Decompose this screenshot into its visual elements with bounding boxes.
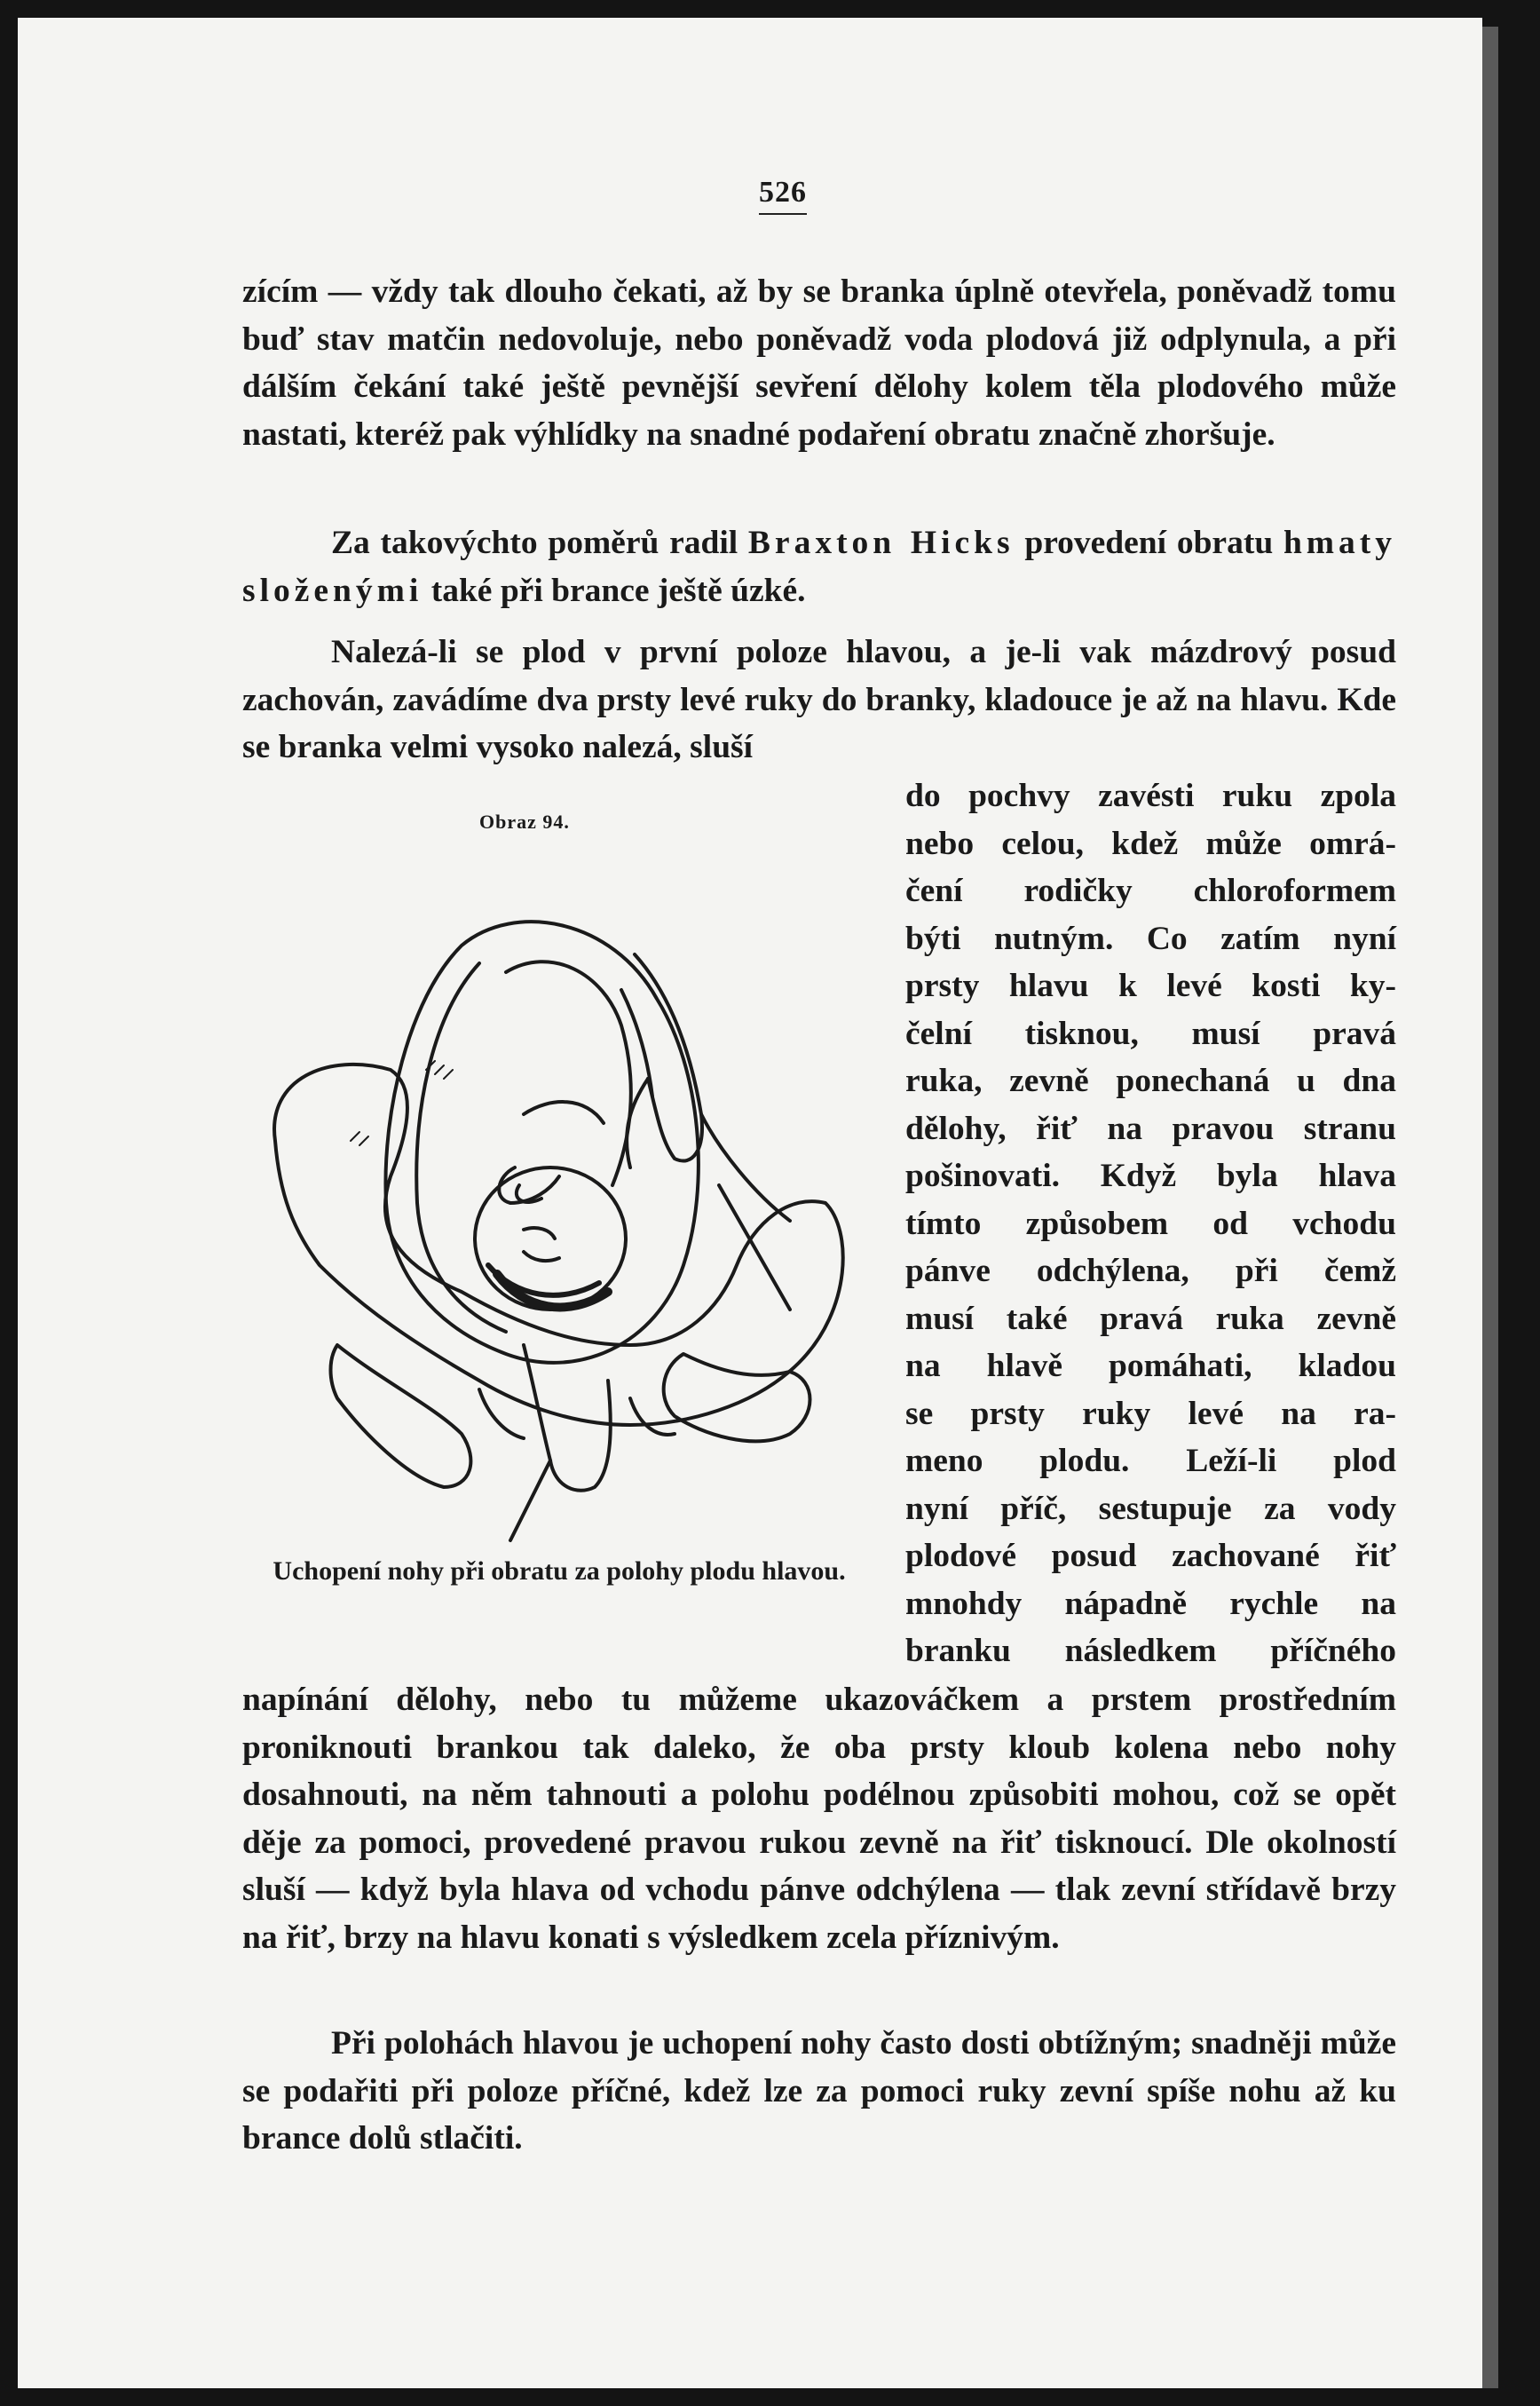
side-column-line: pošinovati. Když byla hlava: [905, 1158, 1396, 1194]
paragraph-1: zícím — vždy tak dlouho čekati, až by se branka úplně otevřela, poněvadž tomu buď stav matčin nedovoluje, nebo poněvadž voda plodová již odplynula, a při dálším čekání také ještě pevnější sevření dělohy kolem těla plodového může nastati, kteréž pak výhlídky na snadné podaření obratu značně zhoršuje.: [242, 273, 1396, 453]
emphasis-term: hmaty složenými: [242, 525, 1397, 609]
obstetric-illustration: [257, 848, 861, 1558]
side-column-line: prsty hlavu k levé kosti ky-: [905, 968, 1396, 1004]
side-column-line: čení rodičky chloroformem: [905, 873, 1396, 909]
paragraph-3-top: Nalezá-li se plod v první poloze hlavou, a je-li vak mázdrový posud zachován, zavádíme dva prsty levé ruky do branky, kladouce je až na hlavu. Kde se branka velmi vysoko nalezá, sluší: [242, 634, 1396, 765]
paragraph-4: Při polohách hlavou je uchopení nohy často dosti obtížným; snadněji může se podařiti při poloze příčné, kdež lze za pomoci ruky zevní spíše nohu až ku brance dolů stlačiti.: [242, 2025, 1396, 2157]
paragraph-2-text-b: provedení obratu: [1024, 525, 1274, 561]
paragraph-2: [242, 519, 1396, 614]
side-column-line: musí také pravá ruka zevně: [905, 1300, 1396, 1337]
side-column-line: ruka, zevně ponechaná u dna: [905, 1063, 1396, 1099]
paragraph-2-text-c: také při brance ještě úzké.: [430, 572, 806, 609]
paragraph-3-bottom: napínání dělohy, nebo tu můžeme ukazováčkem a prstem prostředním proniknouti brankou tak daleko, že oba prsty kloub kolena nebo nohy dosahnouti, na něm tahnouti a polohu podélnou způsobiti mohou, což se opět děje za pomoci, provedené pravou rukou zevně na řiť tisknoucí. Dle okolností sluší — když byla hlava od vchodu pánve odchýlena — tlak zevní střídavě brzy na řiť, brzy na hlavu konati s výsledkem zcela příznivým.: [242, 1682, 1396, 1956]
side-column-line: nebo celou, kdež může omrá-: [905, 825, 1396, 862]
page-edge: [1482, 27, 1498, 2388]
figure-caption: Uchopení nohy při obratu za polohy plodu hlavou.: [272, 1556, 846, 1586]
side-column-line: na hlavě pomáhati, kladou: [905, 1348, 1396, 1384]
side-column-line: branku následkem příčného: [905, 1633, 1396, 1669]
side-column-line: meno plodu. Leží-li plod: [905, 1443, 1396, 1479]
side-column-line: do pochvy zavésti ruku zpola: [905, 778, 1396, 814]
author-name: Braxton Hicks: [747, 525, 1015, 561]
side-column-line: dělohy, řiť na pravou stranu: [905, 1110, 1396, 1147]
side-column-line: čelní tisknou, musí pravá: [905, 1015, 1396, 1052]
side-column-line: mnohdy nápadně rychle na: [905, 1585, 1396, 1622]
book-page: [18, 18, 1482, 2388]
side-column-line: pánve odchýlena, při čemž: [905, 1253, 1396, 1289]
paragraph-2-text-a: Za takovýchto poměrů radil: [331, 525, 738, 561]
side-column-line: nyní příč, sestupuje za vody: [905, 1490, 1396, 1527]
paragraph-3-side-column: [905, 772, 1396, 1675]
side-column-line: plodové posud zachované řiť: [905, 1538, 1396, 1574]
page-number: 526: [759, 176, 807, 215]
side-column-line: se prsty ruky levé na ra-: [905, 1395, 1396, 1432]
side-column-line: tímto způsobem od vchodu: [905, 1205, 1396, 1242]
side-column-line: býti nutným. Co zatím nyní: [905, 920, 1396, 957]
figure-label: Obraz 94.: [479, 811, 570, 833]
